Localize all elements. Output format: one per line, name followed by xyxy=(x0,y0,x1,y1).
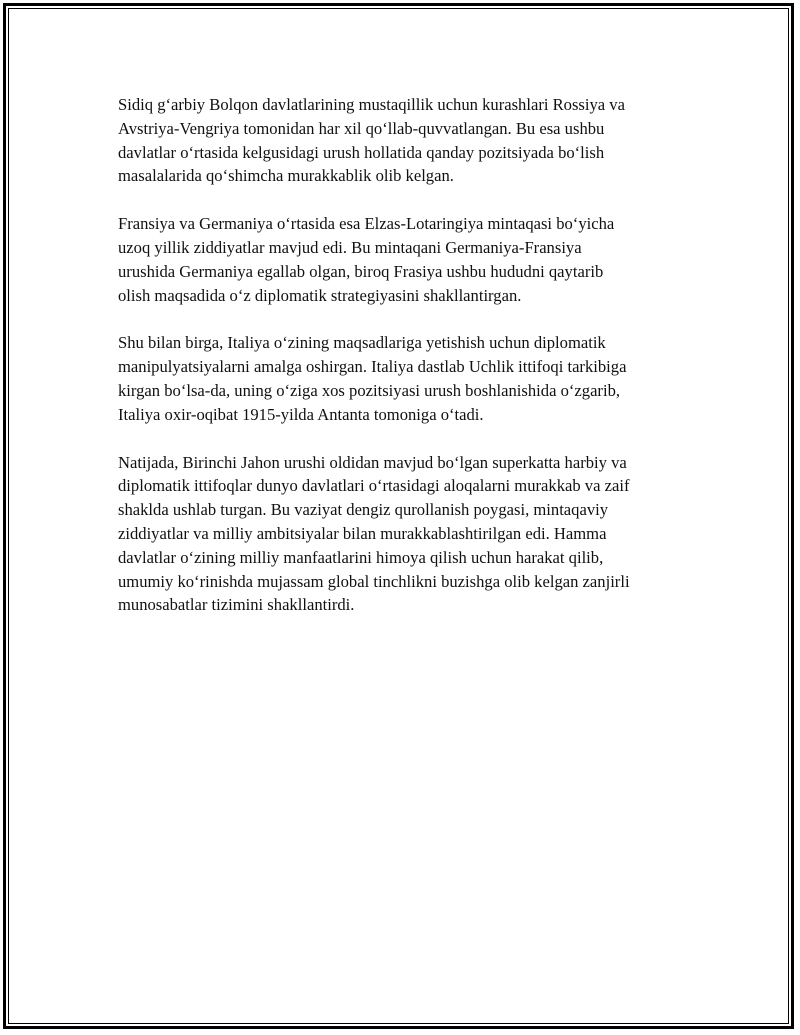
paragraph-3-line-3: kirgan bo‘lsa-da, uning o‘ziga xos pozitsiyasi urush boshlanishida o‘zgarib, xyxy=(118,380,621,400)
paragraph-2-line-2: uzoq yillik ziddiyatlar mavjud edi. Bu mintaqani Germaniya-Fransiya xyxy=(118,237,582,257)
paragraph-1-line-3: davlatlar o‘rtasida kelgusidagi urush hollatida qanday pozitsiyada bo‘lish xyxy=(118,142,605,162)
paragraph-2-line-4: olish maqsadida o‘z diplomatik strategiyasini shakllantirgan. xyxy=(118,285,522,305)
paragraph-3-line-1: Shu bilan birga, Italiya o‘zining maqsadlariga yetishish uchun diplomatik xyxy=(118,333,606,353)
paragraph-4-line-4: ziddiyatlar va milliy ambitsiyalar bilan murakkablashtirilgan edi. Hamma xyxy=(118,523,607,543)
paragraph-2 xyxy=(118,212,708,307)
paragraph-3-line-2: manipulyatsiyalarni amalga oshirgan. Italiya dastlab Uchlik ittifoqi tarkibiga xyxy=(118,357,627,377)
paragraph-4-line-2: diplomatik ittifoqlar dunyo davlatlari o‘rtasidagi aloqalarni murakkab va zaif xyxy=(118,476,630,496)
paragraph-3-line-4: Italiya oxir-oqibat 1915-yilda Antanta tomoniga o‘tadi. xyxy=(118,404,484,424)
paragraph-2-line-3: urushida Germaniya egallab olgan, biroq Frasiya ushbu hududni qaytarib xyxy=(118,261,604,281)
paragraph-1 xyxy=(118,93,708,188)
paragraph-1-line-2: Avstriya-Vengriya tomonidan har xil qo‘llab-quvvatlangan. Bu esa ushbu xyxy=(118,118,605,138)
paragraph-2-line-1: Fransiya va Germaniya o‘rtasida esa Elzas-Lotaringiya mintaqasi bo‘yicha xyxy=(118,214,615,234)
paragraph-4-line-3: shaklda ushlab turgan. Bu vaziyat dengiz qurollanish poygasi, mintaqaviy xyxy=(118,500,609,520)
paragraph-1-line-1: Sidiq g‘arbiy Bolqon davlatlarining mustaqillik uchun kurashlari Rossiya va xyxy=(118,95,625,114)
paragraph-4-line-6: umumiy ko‘rinishda mujassam global tinchlikni buzishga olib kelgan zanjirli xyxy=(118,571,630,591)
paragraph-1-line-4: masalalarida qo‘shimcha murakkablik olib kelgan. xyxy=(118,166,454,186)
document-body xyxy=(118,93,708,641)
paragraph-4-line-1: Natijada, Birinchi Jahon urushi oldidan mavjud bo‘lgan superkatta harbiy va xyxy=(118,452,627,472)
paragraph-4-line-7: munosabatlar tizimini shakllantirdi. xyxy=(118,595,355,615)
paragraph-4-line-5: davlatlar o‘zining milliy manfaatlarini himoya qilish uchun harakat qilib, xyxy=(118,547,604,567)
paragraph-4 xyxy=(118,451,708,618)
paragraph-3 xyxy=(118,331,708,426)
